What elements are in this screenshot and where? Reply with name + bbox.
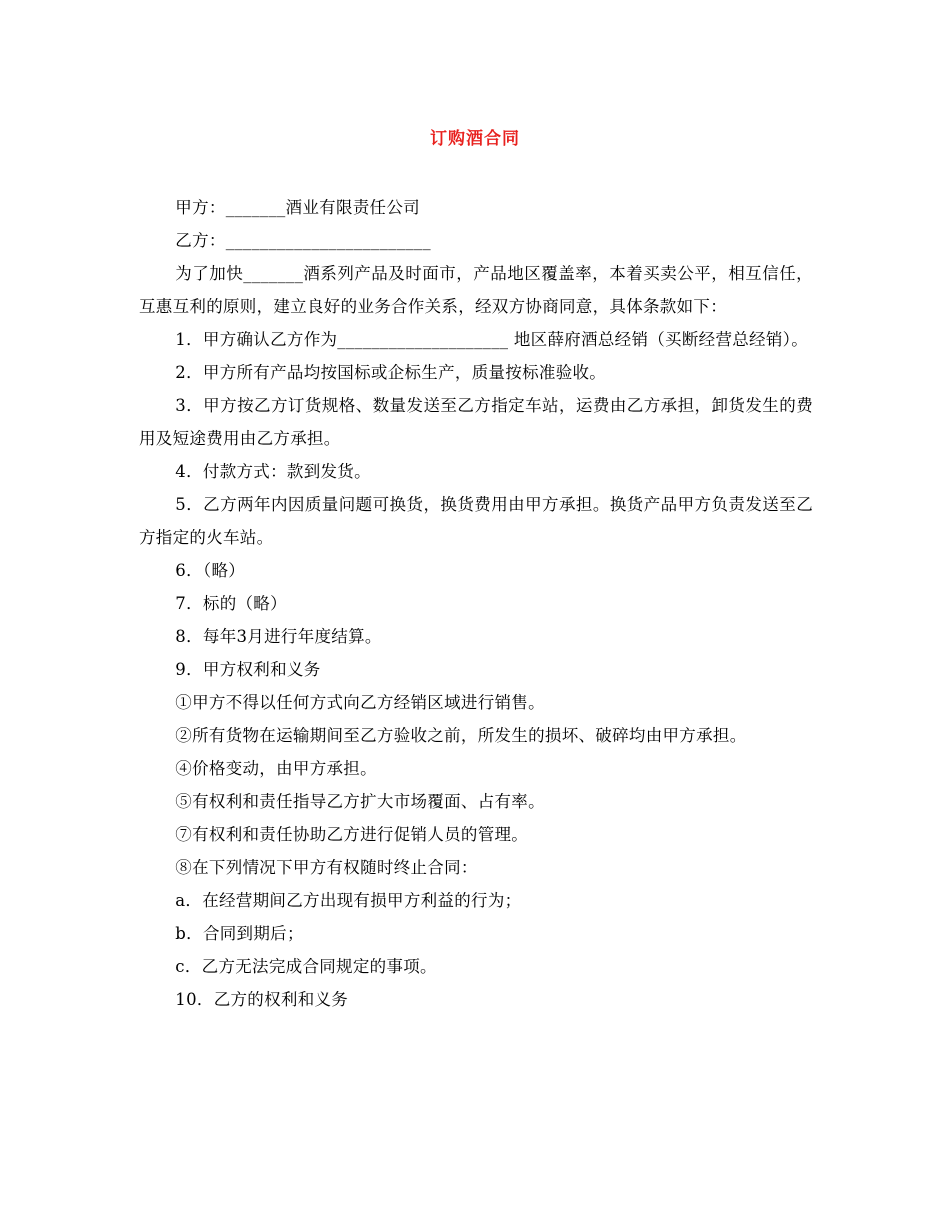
preamble-paragraph: 为了加快_______酒系列产品及时面市，产品地区覆盖率，本着买卖公平，相互信任，互惠互利的原则，建立良好的业务合作关系，经双方协商同意，具体条款如下： [139, 264, 813, 316]
clause-9-item-8: ⑧在下列情况下甲方有权随时终止合同： [175, 858, 478, 877]
document-body [139, 191, 813, 1016]
termination-condition-b: b．合同到期后； [175, 924, 304, 943]
clause-9-item-7: ⑦有权利和责任协助乙方进行促销人员的管理。 [175, 825, 529, 844]
clause-5: 5．乙方两年内因质量问题可换货，换货费用由甲方承担。换货产品甲方负责发送至乙方指定的火车站。 [139, 495, 813, 547]
clause-8: 8．每年3月进行年度结算。 [175, 627, 382, 646]
clause-9-item-1: ①甲方不得以任何方式向乙方经销区域进行销售。 [175, 693, 545, 712]
clause-10-heading: 10．乙方的权利和义务 [175, 990, 349, 1009]
clause-1: 1．甲方确认乙方作为____________________ 地区薛府酒总经销（买断经营总经销）。 [175, 330, 808, 349]
party-a-line: 甲方：_______酒业有限责任公司 [175, 198, 420, 217]
clause-9-item-4: ④价格变动，由甲方承担。 [175, 759, 377, 778]
termination-condition-a: a．在经营期间乙方出现有损甲方利益的行为； [175, 891, 522, 910]
clause-4: 4．付款方式：款到发货。 [175, 462, 371, 481]
clause-2: 2．甲方所有产品均按国标或企标生产，质量按标准验收。 [175, 363, 607, 382]
clause-9-item-2: ②所有货物在运输期间至乙方验收之前，所发生的损坏、破碎均由甲方承担。 [175, 726, 747, 745]
document-title: 订购酒合同 [430, 129, 520, 149]
termination-condition-c: c．乙方无法完成合同规定的事项。 [175, 957, 437, 976]
clause-7: 7．标的（略） [175, 594, 287, 613]
clause-9-heading: 9．甲方权利和义务 [175, 660, 321, 679]
clause-9-item-5: ⑤有权利和责任指导乙方扩大市场覆面、占有率。 [175, 792, 545, 811]
clause-6: 6．（略） [175, 561, 246, 580]
party-b-line: 乙方：________________________ [175, 231, 431, 250]
clause-3: 3．甲方按乙方订货规格、数量发送至乙方指定车站，运费由乙方承担，卸货发生的费用及短途费用由乙方承担。 [139, 396, 813, 448]
